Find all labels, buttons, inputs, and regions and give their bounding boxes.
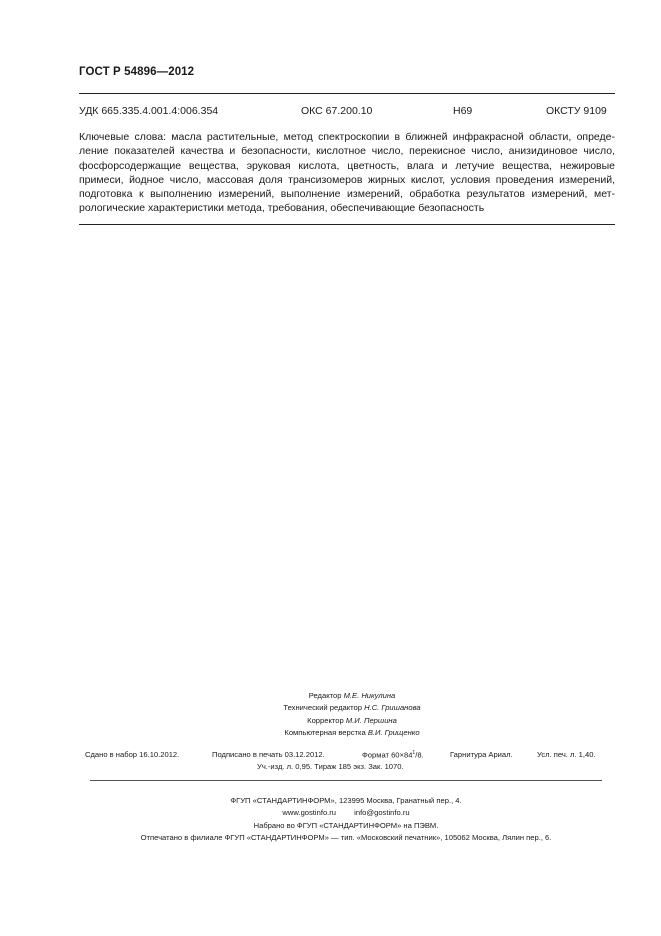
n-code: Н69: [453, 105, 473, 117]
publisher-address: ФГУП «СТАНДАРТИНФОРМ», 123995 Москва, Гранатный пер., 4.: [230, 796, 462, 805]
keywords-paragraph: [79, 130, 615, 216]
format-superscript: 1: [412, 750, 416, 756]
keywords-line: фосфорсодержащие вещества, эруковая кислота, цветность, влага и летучие вещества, нежировые: [79, 159, 615, 172]
keywords-line: рологические характеристики метода, требования, обеспечивающие безопасность: [79, 202, 485, 215]
credits-block: [210, 690, 494, 740]
publisher-contacts: [90, 807, 602, 819]
publisher-divider: [90, 780, 602, 781]
keywords-line: Ключевые слова: масла растительные, метод спектроскопии в ближней инфракрасной области, опреде-: [79, 131, 615, 143]
typeset-note: Набрано во ФГУП «СТАНДАРТИНФОРМ» на ПЭВМ.: [253, 820, 439, 830]
submitted-date: Сдано в набор 16.10.2012.: [85, 750, 180, 759]
typeface: Гарнитура Ариал.: [450, 750, 513, 759]
editor-name: М.Е. Никулина: [343, 691, 396, 700]
udk-code: УДК 665.335.4.001.4:006.354: [79, 105, 219, 117]
layout-credit: [210, 727, 494, 739]
layout-name: В.И. Грищенко: [367, 728, 420, 738]
printed-note: Отпечатано в филиале ФГУП «СТАНДАРТИНФОРМ» — тип. «Московский печатник», 105062 Москва, Лялин пер., 6.: [140, 833, 552, 843]
print-sheets: Усл. печ. л. 1,40.: [537, 750, 596, 759]
keywords-line: ление показателей качества и безопасности, кислотное число, перекисное число, анизидиновое число,: [79, 145, 615, 158]
standard-code: ГОСТ Р 54896—2012: [79, 66, 195, 78]
tech-editor-name: Н.С. Гришанова: [364, 703, 421, 713]
keywords-line: подготовка к выполнению измерений, выполнение измерений, обработка результатов измерений, мет-: [79, 188, 615, 201]
publisher-block: [90, 795, 602, 845]
editor-role: Редактор: [308, 691, 342, 700]
bottom-divider: [79, 224, 615, 225]
publisher-website[interactable]: www.gostinfo.ru: [282, 808, 337, 818]
signed-date: Подписано в печать 03.12.2012.: [212, 750, 325, 759]
tech-editor-credit: [210, 702, 494, 714]
format-suffix: /8.: [415, 750, 424, 760]
layout-role: Компьютерная верстка: [284, 728, 366, 738]
corrector-credit: [210, 715, 494, 727]
format-prefix: Формат 60×84: [362, 750, 413, 760]
tech-editor-role: Технический редактор: [283, 703, 362, 713]
print-run-info: Уч.-изд. л. 0,95. Тираж 185 экз. Зак. 1070.: [257, 762, 404, 771]
corrector-name: М.И. Першина: [345, 715, 397, 725]
corrector-role: Корректор: [307, 715, 344, 725]
okstu-code: ОКСТУ 9109: [546, 105, 607, 117]
paper-format: [362, 750, 424, 760]
oks-code: ОКС 67.200.10: [301, 105, 373, 117]
publisher-email[interactable]: info@gostinfo.ru: [354, 808, 410, 818]
editor-credit: [210, 690, 494, 702]
top-divider: [79, 93, 615, 94]
keywords-line: примеси, йодное число, массовая доля трансизомеров жирных кислот, условия проведения измерений,: [79, 173, 615, 186]
